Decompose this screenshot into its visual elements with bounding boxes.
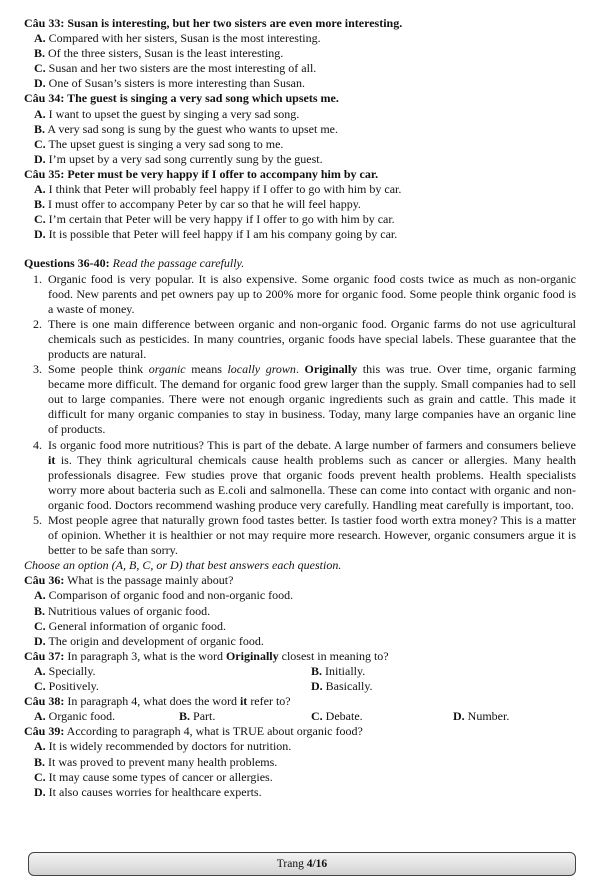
paragraph-1: 1. Organic food is very popular. It is also expensive. Some organic food costs twice as much as non-organic food. New parents and pet owners pay up to 200% more for organic food. Some people think organic food is a waste of money. [33,271,576,316]
option-c: C. Debate. [311,709,363,724]
question-stem [24,167,576,182]
option-c: C. General information of organic food. [34,618,227,633]
option-d: D. I’m upset by a very sad song currently sung by the guest. [34,151,323,166]
option-a: A. Compared with her sisters, Susan is the most interesting. [34,31,321,46]
question-39 [24,724,576,799]
option-a: A. It is widely recommended by doctors for nutrition. [34,739,292,754]
question-text: The guest is singing a very sad song which upsets me. [64,91,339,106]
option-b: B. Part. [179,709,216,724]
option-a: A. Organic food. [34,709,116,724]
paragraph-5: 5. Most people agree that naturally grown food tastes better. Is tastier food worth extra money? This is a matter of opinion. Whether it is healthier or not may require more research. However, organic consumers argue it is better to be safe than sorry. [33,513,576,558]
question-label: Câu 34: [24,91,65,106]
option-d: D. It is possible that Peter will feel happy if I am his company going by car. [34,227,398,242]
option-b: B. A very sad song is sung by the guest who wants to upset me. [34,121,338,136]
option-d: D. Basically. [311,679,373,694]
paragraph-3: 3. Some people think organic means locally grown. Originally this was true. Over time, organic farming became more difficult. The demand for organic food grew larger than the supply. Small companies had to sell out to large companies. There were not enough organic ingredients such as grain and cattle. This made it difficult for many organic companies to stay in business. Today, many large companies have an organic line of products. [33,362,577,437]
option-b: B. Initially. [311,663,366,678]
question-stem: Câu 39: According to paragraph 4, what is TRUE about organic food? [24,724,363,739]
reading-passage [24,272,576,559]
question-35 [24,167,576,242]
answer-instruction: Choose an option (A, B, C, or D) that best answers each question. [24,558,342,573]
option-a: A. I think that Peter will probably feel happy if I offer to go with him by car. [34,182,402,197]
question-33 [24,16,576,91]
option-a: A. Comparison of organic food and non-organic food. [34,588,294,603]
question-34 [24,91,576,166]
question-label: Câu 35: [24,166,65,181]
option-b: B. It was proved to prevent many health problems. [34,754,278,769]
question-38 [24,694,576,724]
option-a: A. Specially. [34,663,96,678]
paragraph-4: 4. Is organic food more nutritious? This is part of the debate. A large number of farmers and consumers believe it is. They think agricultural chemicals cause health problems such as cancer or allergies. Many health professionals disagree. Few studies prove that organic foods prevent health problems. Health specialists worry more about bacteria such as E.coli and salmonella. These can come into contact with organic and non-organic food. Doctors recommend washing produce very carefully. Handling meat carefully is important, too. [33,437,576,512]
option-b: B. I must offer to accompany Peter by car so that he will feel happy. [34,197,361,212]
question-37 [24,649,576,694]
page-number: 4/16 [306,858,328,870]
option-c: C. The upset guest is singing a very sad song to me. [34,136,284,151]
question-stem: Câu 36: What is the passage mainly about? [24,573,234,588]
option-c: C. I’m certain that Peter will be very happy if I offer to go with him by car. [34,212,395,227]
option-d: D. The origin and development of organic food. [34,633,264,648]
page-content [24,16,576,800]
options-row-1 [24,664,576,679]
option-d: D. One of Susan’s sisters is more interesting than Susan. [34,76,305,91]
question-stem: Câu 38: In paragraph 4, what does the word it refer to? [24,694,291,709]
option-c: C. It may cause some types of cancer or allergies. [34,769,273,784]
question-text: Susan is interesting, but her two sisters are even more interesting. [64,16,403,30]
question-stem [24,91,576,106]
option-b: B. Nutritious values of organic food. [34,603,211,618]
option-c: C. Positively. [34,679,99,694]
question-text: Peter must be very happy if I offer to accompany him by car. [64,166,379,181]
section-heading: Questions 36-40: Read the passage carefully. [24,256,245,271]
option-a: A. I want to upset the guest by singing a very sad song. [34,106,300,121]
question-stem: Câu 37: In paragraph 3, what is the word Originally closest in meaning to? [24,648,389,663]
options-row [24,709,576,724]
question-stem [24,16,576,31]
option-d: D. Number. [453,709,510,724]
option-c: C. Susan and her two sisters are the most interesting of all. [34,61,317,76]
section-spacer [24,242,576,256]
options-row-2 [24,679,576,694]
option-b: B. Of the three sisters, Susan is the least interesting. [34,46,284,61]
question-label: Câu 33: [24,16,65,30]
question-36 [24,573,576,648]
paragraph-2: 2. There is one main difference between organic and non-organic food. Organic farms do not use agricultural chemicals such as pesticides. In many countries, organic foods have special labels. These guarantee that the products are natural. [33,316,576,361]
option-d: D. It also causes worries for healthcare experts. [34,784,262,799]
page-footer: Trang 4/16 [28,852,576,876]
